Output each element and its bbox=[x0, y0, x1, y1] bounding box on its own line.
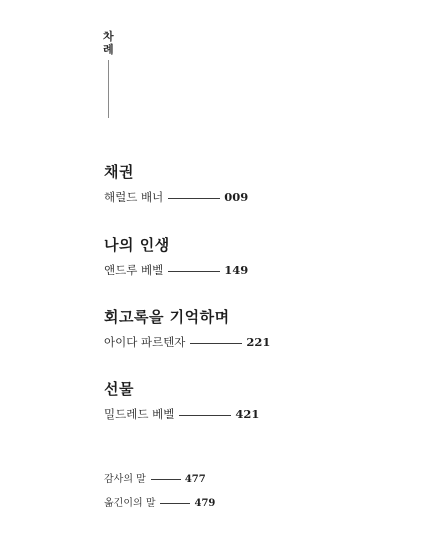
toc-heading-char-2: 례 bbox=[103, 43, 114, 56]
toc-section-1 bbox=[104, 163, 248, 204]
back-matter-entry-acknowledgments[interactable] bbox=[104, 474, 206, 486]
section-title: 선물 bbox=[104, 380, 134, 398]
page-number: 149 bbox=[224, 263, 249, 277]
leader-line bbox=[160, 503, 190, 504]
entry-author: 해럴드 배너 bbox=[104, 190, 164, 204]
page-number: 421 bbox=[235, 407, 260, 421]
entry-title: 옮긴이의 말 bbox=[104, 498, 156, 509]
back-matter-entry-translator-note[interactable] bbox=[104, 498, 215, 510]
leader-line bbox=[190, 343, 242, 344]
toc-section-4 bbox=[104, 380, 259, 421]
section-title: 나의 인생 bbox=[104, 236, 170, 254]
leader-line bbox=[151, 479, 181, 480]
toc-entry[interactable] bbox=[104, 263, 248, 277]
leader-line bbox=[179, 415, 231, 416]
page-number: 477 bbox=[184, 474, 206, 485]
toc-heading bbox=[103, 30, 115, 56]
toc-heading-char-1: 차 bbox=[103, 30, 114, 43]
toc-entry[interactable] bbox=[104, 407, 259, 421]
leader-line bbox=[168, 271, 220, 272]
entry-author: 밀드레드 베벨 bbox=[104, 407, 175, 421]
vertical-divider bbox=[108, 60, 109, 118]
section-title: 채권 bbox=[104, 163, 134, 181]
page-number: 479 bbox=[194, 498, 216, 509]
entry-author: 앤드루 베벨 bbox=[104, 263, 164, 277]
toc-entry[interactable] bbox=[104, 190, 248, 204]
entry-author: 아이다 파르텐자 bbox=[104, 335, 186, 349]
toc-section-3 bbox=[104, 308, 270, 349]
section-title: 회고록을 기억하며 bbox=[104, 308, 230, 326]
toc-entry[interactable] bbox=[104, 335, 270, 349]
toc-section-2 bbox=[104, 236, 248, 277]
leader-line bbox=[168, 198, 220, 199]
page-number: 221 bbox=[246, 335, 271, 349]
page-number: 009 bbox=[224, 190, 249, 204]
entry-title: 감사의 말 bbox=[104, 474, 146, 485]
